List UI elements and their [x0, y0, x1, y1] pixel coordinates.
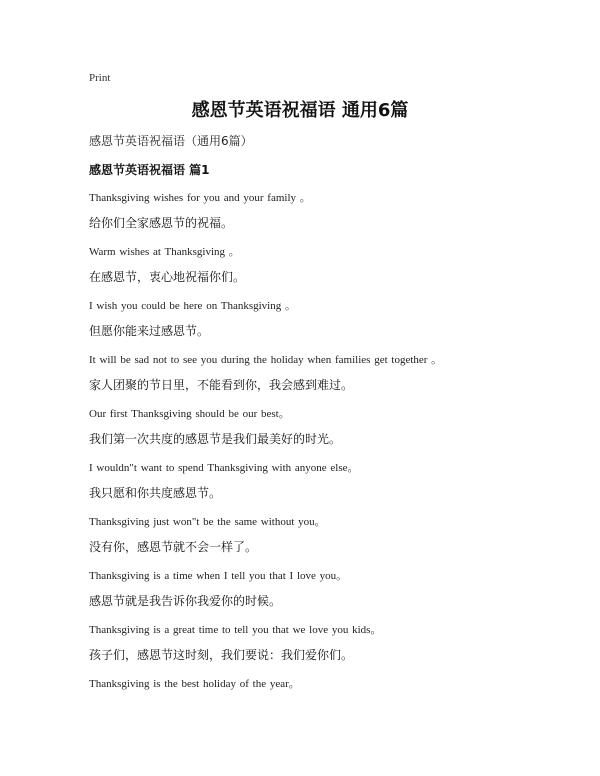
- chinese-line: 孩子们，感恩节这时刻，我们要说：我们爱你们。: [89, 648, 354, 662]
- print-label[interactable]: Print: [89, 72, 111, 84]
- chinese-line: 但愿你能来过感恩节。: [89, 324, 210, 338]
- chinese-line: 我只愿和你共度感恩节。: [89, 486, 222, 500]
- english-line: Thanksgiving is a great time to tell you that we love you kids。: [89, 624, 382, 636]
- english-line: Thanksgiving wishes for you and your family 。: [89, 192, 311, 204]
- english-line: It will be sad not to see you during the holiday when families get together 。: [89, 354, 443, 366]
- page-title: 感恩节英语祝福语 通用6篇: [191, 100, 409, 121]
- english-line: Thanksgiving is the best holiday of the year。: [89, 678, 300, 690]
- english-line: Thanksgiving is a time when I tell you that I love you。: [89, 570, 348, 582]
- english-line: Our first Thanksgiving should be our best。: [89, 408, 290, 420]
- english-line: I wish you could be here on Thanksgiving 。: [89, 300, 296, 312]
- english-line: Warm wishes at Thanksgiving 。: [89, 246, 240, 258]
- document-subtitle: 感恩节英语祝福语（通用6篇）: [89, 134, 253, 148]
- chinese-line: 给你们全家感恩节的祝福。: [89, 216, 234, 230]
- section-heading: 感恩节英语祝福语 篇1: [89, 163, 210, 177]
- chinese-line: 没有你，感恩节就不会一样了。: [89, 540, 258, 554]
- english-line: I wouldn"t want to spend Thanksgiving with anyone else。: [89, 462, 359, 474]
- chinese-line: 家人团聚的节日里，不能看到你，我会感到难过。: [89, 378, 354, 392]
- chinese-line: 我们第一次共度的感恩节是我们最美好的时光。: [89, 432, 342, 446]
- english-line: Thanksgiving just won"t be the same without you。: [89, 516, 326, 528]
- chinese-line: 在感恩节，衷心地祝福你们。: [89, 270, 246, 284]
- chinese-line: 感恩节就是我告诉你我爱你的时候。: [89, 594, 282, 608]
